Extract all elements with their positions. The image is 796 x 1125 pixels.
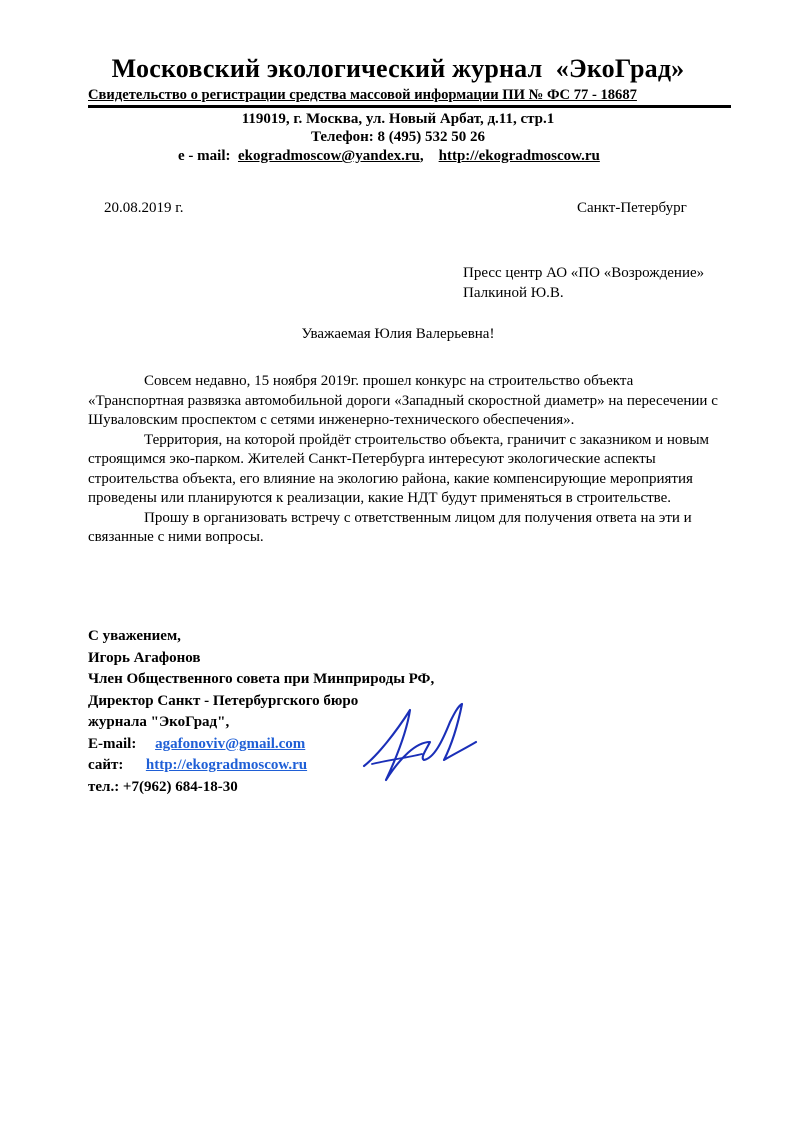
registration-line: Свидетельство о регистрации средства массовой информации ПИ № ФС 77 - 18687: [88, 87, 637, 103]
letter-date: 20.08.2019 г.: [104, 200, 184, 216]
email-label: e - mail:: [178, 148, 231, 164]
contacts-separator: ,: [419, 148, 424, 164]
letter-city: Санкт-Петербург: [577, 200, 687, 216]
signer-name: Игорь Агафонов: [88, 649, 201, 666]
header-divider: [88, 105, 731, 108]
journal-website-link[interactable]: http://ekogradmoscow.ru: [438, 148, 600, 164]
signer-email-label: E-mail:: [88, 735, 137, 752]
journal-phone: Телефон: 8 (495) 532 50 26: [310, 129, 486, 145]
paragraph-2: Территория, на которой пройдёт строительство объекта, граничит с заказником и новым строящимся эко-парком. Жителей Санкт-Петербурга интересуют экологические аспекты строительства объекта, его влияние на экологию района, какие компенсирующие мероприятия проведены или планируются к реализации, какие НДТ будут применяться в строительстве.: [88, 431, 710, 506]
journal-address: 119019, г. Москва, ул. Новый Арбат, д.11, стр.1: [241, 111, 555, 127]
signer-site-label: сайт:: [88, 757, 124, 773]
signer-position-2: Директор Санкт - Петербургского бюро: [88, 692, 359, 709]
addressee-name: Палкиной Ю.В.: [463, 285, 564, 301]
salutation: Уважаемая Юлия Валерьевна!: [301, 326, 495, 342]
addressee-block: [463, 263, 704, 303]
signer-position-3: журнала "ЭкоГрад",: [88, 714, 230, 730]
handwritten-signature: [358, 700, 480, 790]
signer-email-link[interactable]: agafonoviv@gmail.com: [155, 735, 306, 752]
signer-position-1: Член Общественного совета при Минприроды РФ,: [88, 671, 435, 687]
paragraph-3: Прошу в организовать встречу с ответственным лицом для получения ответа на эти и связанные с ними вопросы.: [88, 509, 692, 545]
letter-body: [88, 372, 728, 548]
signer-site-link[interactable]: http://ekogradmoscow.ru: [145, 757, 308, 773]
addressee-organization: Пресс центр АО «ПО «Возрождение»: [463, 265, 705, 281]
paragraph-1: Совсем недавно, 15 ноября 2019г. прошел конкурс на строительство объекта «Транспортная развязка автомобильной дороги «Западный скоростной диаметр» на пересечении с Шуваловским проспектом с сетями инженерно-технического обеспечения».: [88, 373, 718, 428]
signer-phone: тел.: +7(962) 684-18-30: [88, 778, 238, 795]
journal-email-link[interactable]: ekogradmoscow@yandex.ru: [237, 148, 420, 164]
closing: С уважением,: [88, 628, 181, 644]
journal-contacts: [178, 148, 600, 165]
journal-title: Московский экологический журнал «ЭкоГрад»: [111, 54, 685, 83]
